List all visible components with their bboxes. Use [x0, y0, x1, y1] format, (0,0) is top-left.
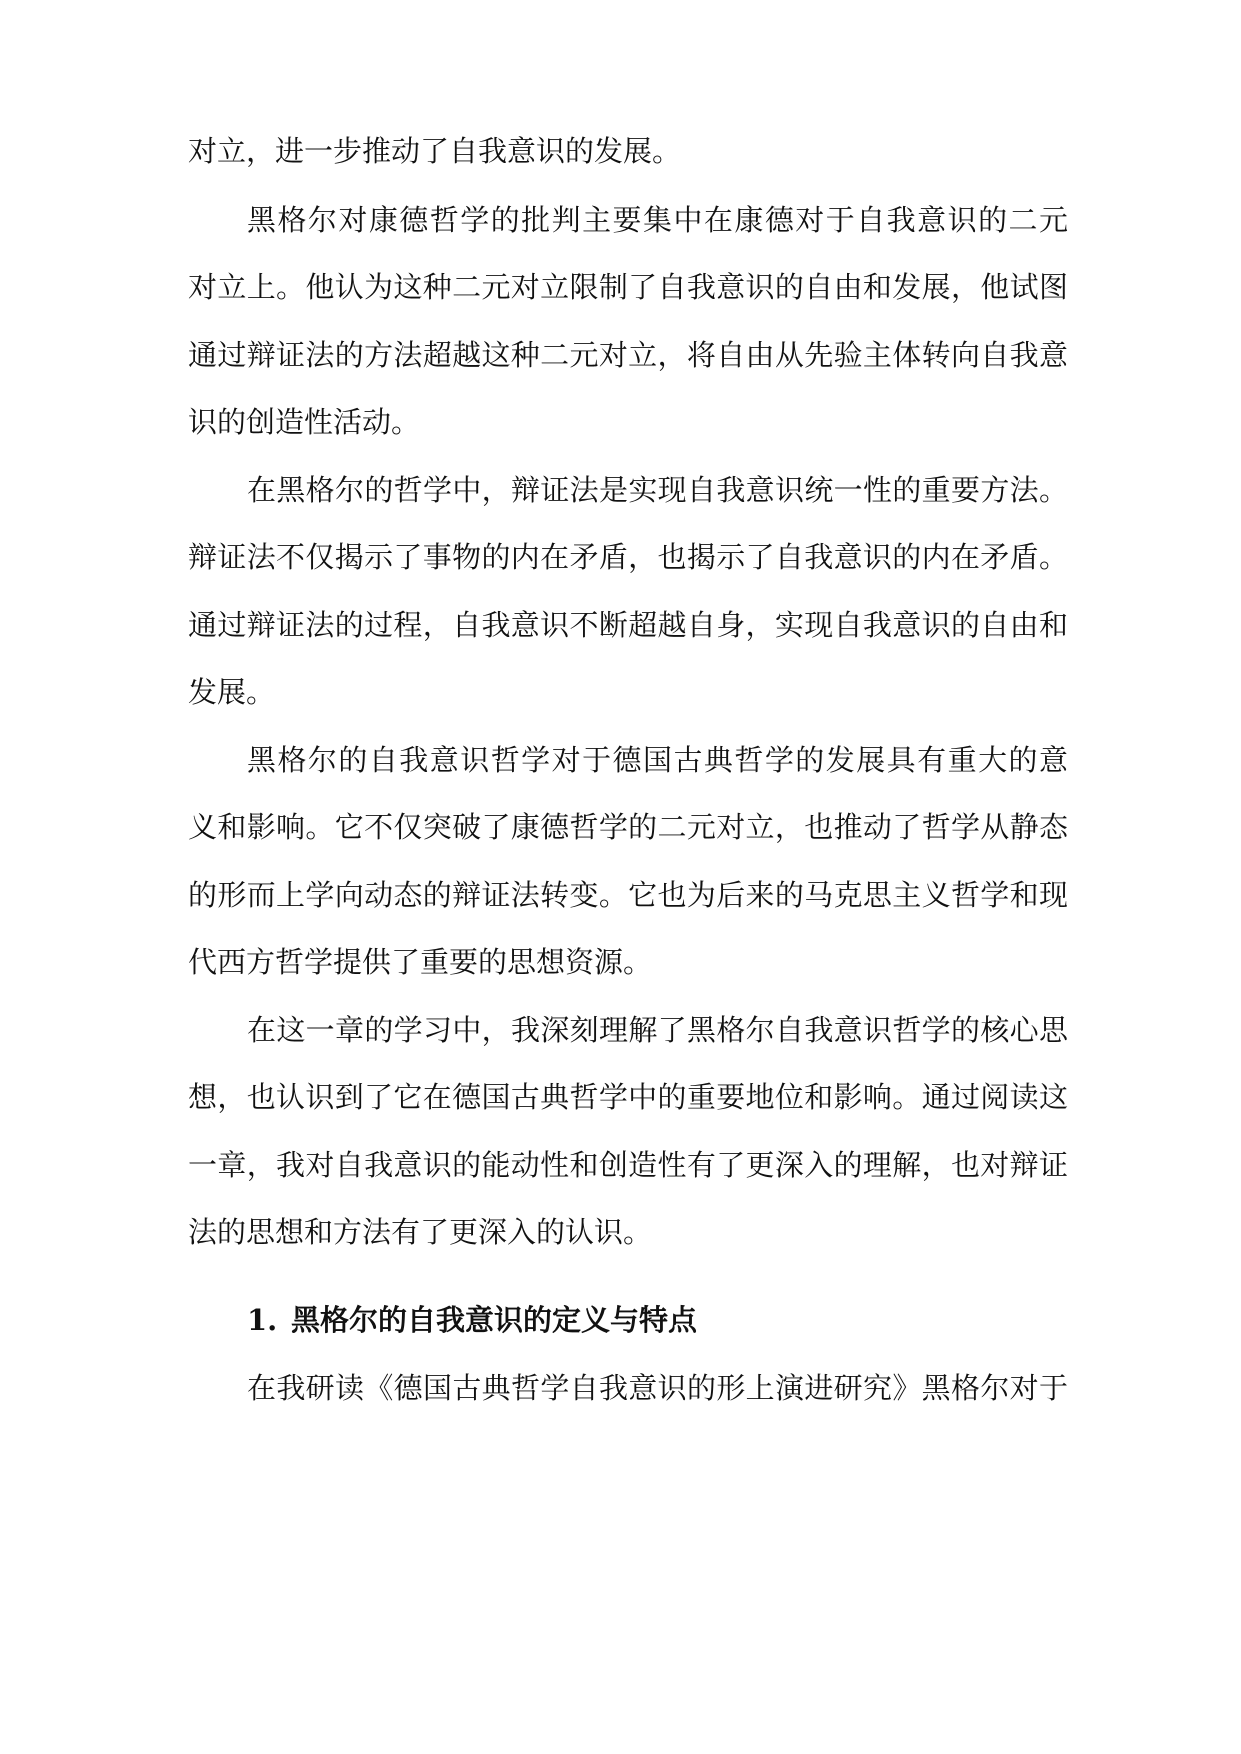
- paragraph-line: 识的创造性活动。: [188, 405, 421, 439]
- paragraph-line: 法的思想和方法有了更深入的认识。: [188, 1215, 653, 1249]
- paragraph-line: 通过辩证法的过程，自我意识不断超越自身，实现自我意识的自由和: [188, 608, 1068, 642]
- paragraph-line: 义和影响。它不仅突破了康德哲学的二元对立，也推动了哲学从静态: [188, 810, 1068, 844]
- section-heading: [247, 1300, 697, 1340]
- paragraph-line: 对立上。他认为这种二元对立限制了自我意识的自由和发展，他试图: [188, 270, 1068, 304]
- paragraph-line: 黑格尔对康德哲学的批判主要集中在康德对于自我意识的二元: [247, 203, 1068, 237]
- paragraph-line: 在这一章的学习中，我深刻理解了黑格尔自我意识哲学的核心思: [247, 1013, 1068, 1047]
- paragraph-line: 通过辩证法的方法超越这种二元对立，将自由从先验主体转向自我意: [188, 338, 1068, 372]
- section-title: 黑格尔的自我意识的定义与特点: [291, 1303, 698, 1337]
- paragraph-line: 代西方哲学提供了重要的思想资源。: [188, 945, 653, 979]
- paragraph-line: 发展。: [188, 675, 276, 709]
- section-number: 1.: [247, 1303, 278, 1337]
- paragraph-line: 在我研读《德国古典哲学自我意识的形上演进研究》黑格尔对于: [247, 1371, 1068, 1405]
- paragraph-line: 想，也认识到了它在德国古典哲学中的重要地位和影响。通过阅读这: [188, 1080, 1068, 1114]
- paragraph-line: 在黑格尔的哲学中，辩证法是实现自我意识统一性的重要方法。: [247, 473, 1068, 507]
- paragraph-line: 的形而上学向动态的辩证法转变。它也为后来的马克思主义哲学和现: [188, 878, 1068, 912]
- paragraph-line: 一章，我对自我意识的能动性和创造性有了更深入的理解，也对辩证: [188, 1148, 1068, 1182]
- paragraph-line: 辩证法不仅揭示了事物的内在矛盾，也揭示了自我意识的内在矛盾。: [188, 540, 1068, 574]
- paragraph-line: 对立，进一步推动了自我意识的发展。: [188, 134, 682, 168]
- paragraph-line: 黑格尔的自我意识哲学对于德国古典哲学的发展具有重大的意: [247, 743, 1068, 777]
